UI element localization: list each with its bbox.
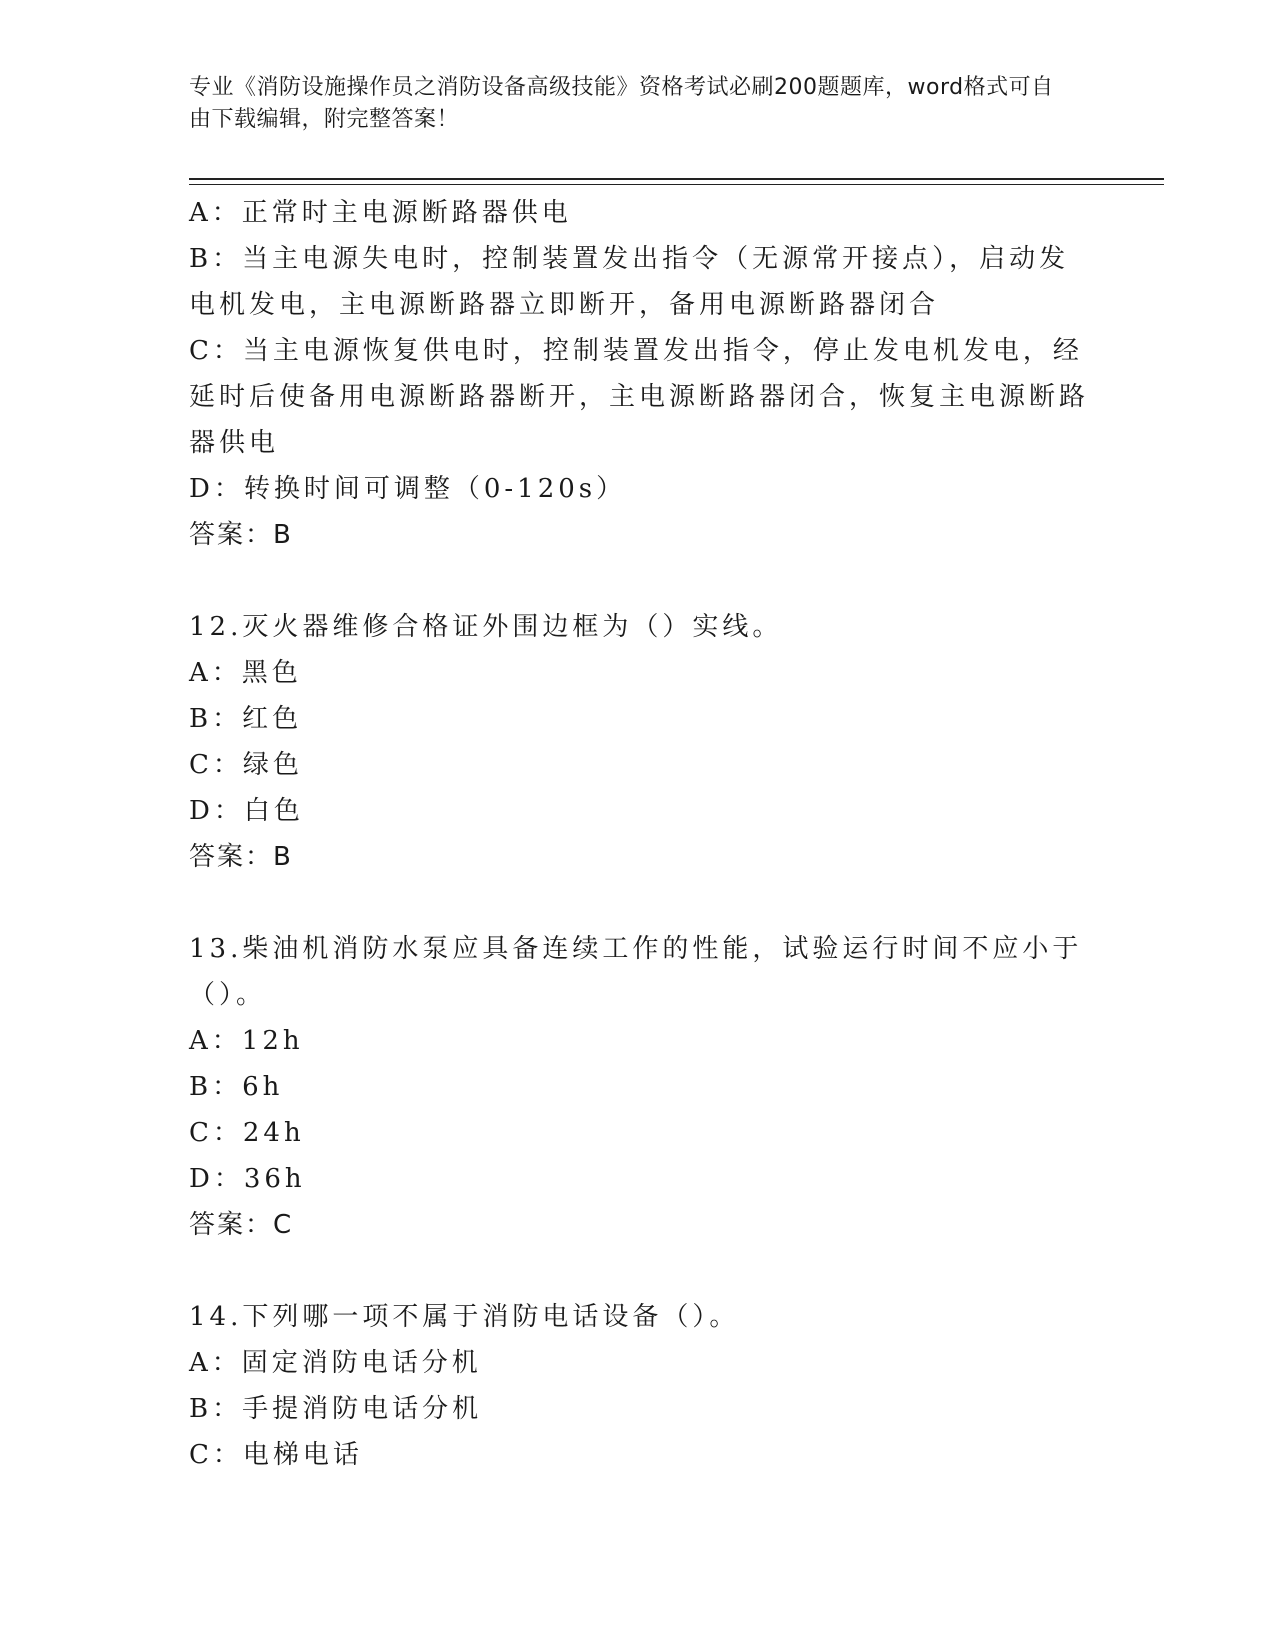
option-d: D：36h	[189, 1164, 306, 1194]
question-12-block	[189, 604, 1089, 880]
option-c: C：24h	[189, 1118, 305, 1148]
option-a: A：固定消防电话分机	[189, 1348, 482, 1378]
question-13-block	[189, 926, 1089, 1248]
question-content	[189, 190, 1089, 1478]
option-c: C：绿色	[189, 750, 303, 780]
question-stem: 14.下列哪一项不属于消防电话设备（）。	[189, 1302, 740, 1332]
spacer	[189, 880, 1089, 926]
option-b: B：手提消防电话分机	[189, 1394, 483, 1424]
option-c: C：电梯电话	[189, 1440, 363, 1470]
option-a: A：正常时主电源断路器供电	[189, 198, 572, 228]
answer-line: 答案：C	[189, 1210, 294, 1240]
spacer	[189, 558, 1089, 604]
option-c: C：当主电源恢复供电时，控制装置发出指令，停止发电机发电，经延时后使备用电源断路器断开，主电源断路器闭合，恢复主电源断路器供电	[189, 336, 1090, 458]
option-b: B：6h	[189, 1072, 284, 1102]
question-stem: 13.柴油机消防水泵应具备连续工作的性能，试验运行时间不应小于（）。	[189, 934, 1083, 1010]
option-d: D：白色	[189, 796, 304, 826]
document-header: 专业《消防设施操作员之消防设备高级技能》资格考试必刷200题题库，word格式可自由下载编辑，附完整答案！	[189, 75, 1054, 132]
header-rule-bottom	[189, 184, 1164, 185]
previous-question-block	[189, 190, 1089, 558]
answer-line: 答案：B	[189, 520, 293, 550]
answer-line: 答案：B	[189, 842, 293, 872]
option-a: A：12h	[189, 1026, 304, 1056]
option-b: B：红色	[189, 704, 303, 734]
question-stem: 12.灭火器维修合格证外围边框为（）实线。	[189, 612, 783, 642]
question-14-block	[189, 1294, 1089, 1478]
option-b: B：当主电源失电时，控制装置发出指令（无源常开接点），启动发电机发电，主电源断路器立即断开，备用电源断路器闭合	[189, 244, 1070, 320]
spacer	[189, 1248, 1089, 1294]
option-d: D：转换时间可调整（0-120s）	[189, 474, 627, 504]
option-a: A：黑色	[189, 658, 302, 688]
header-rule-top	[189, 178, 1164, 180]
